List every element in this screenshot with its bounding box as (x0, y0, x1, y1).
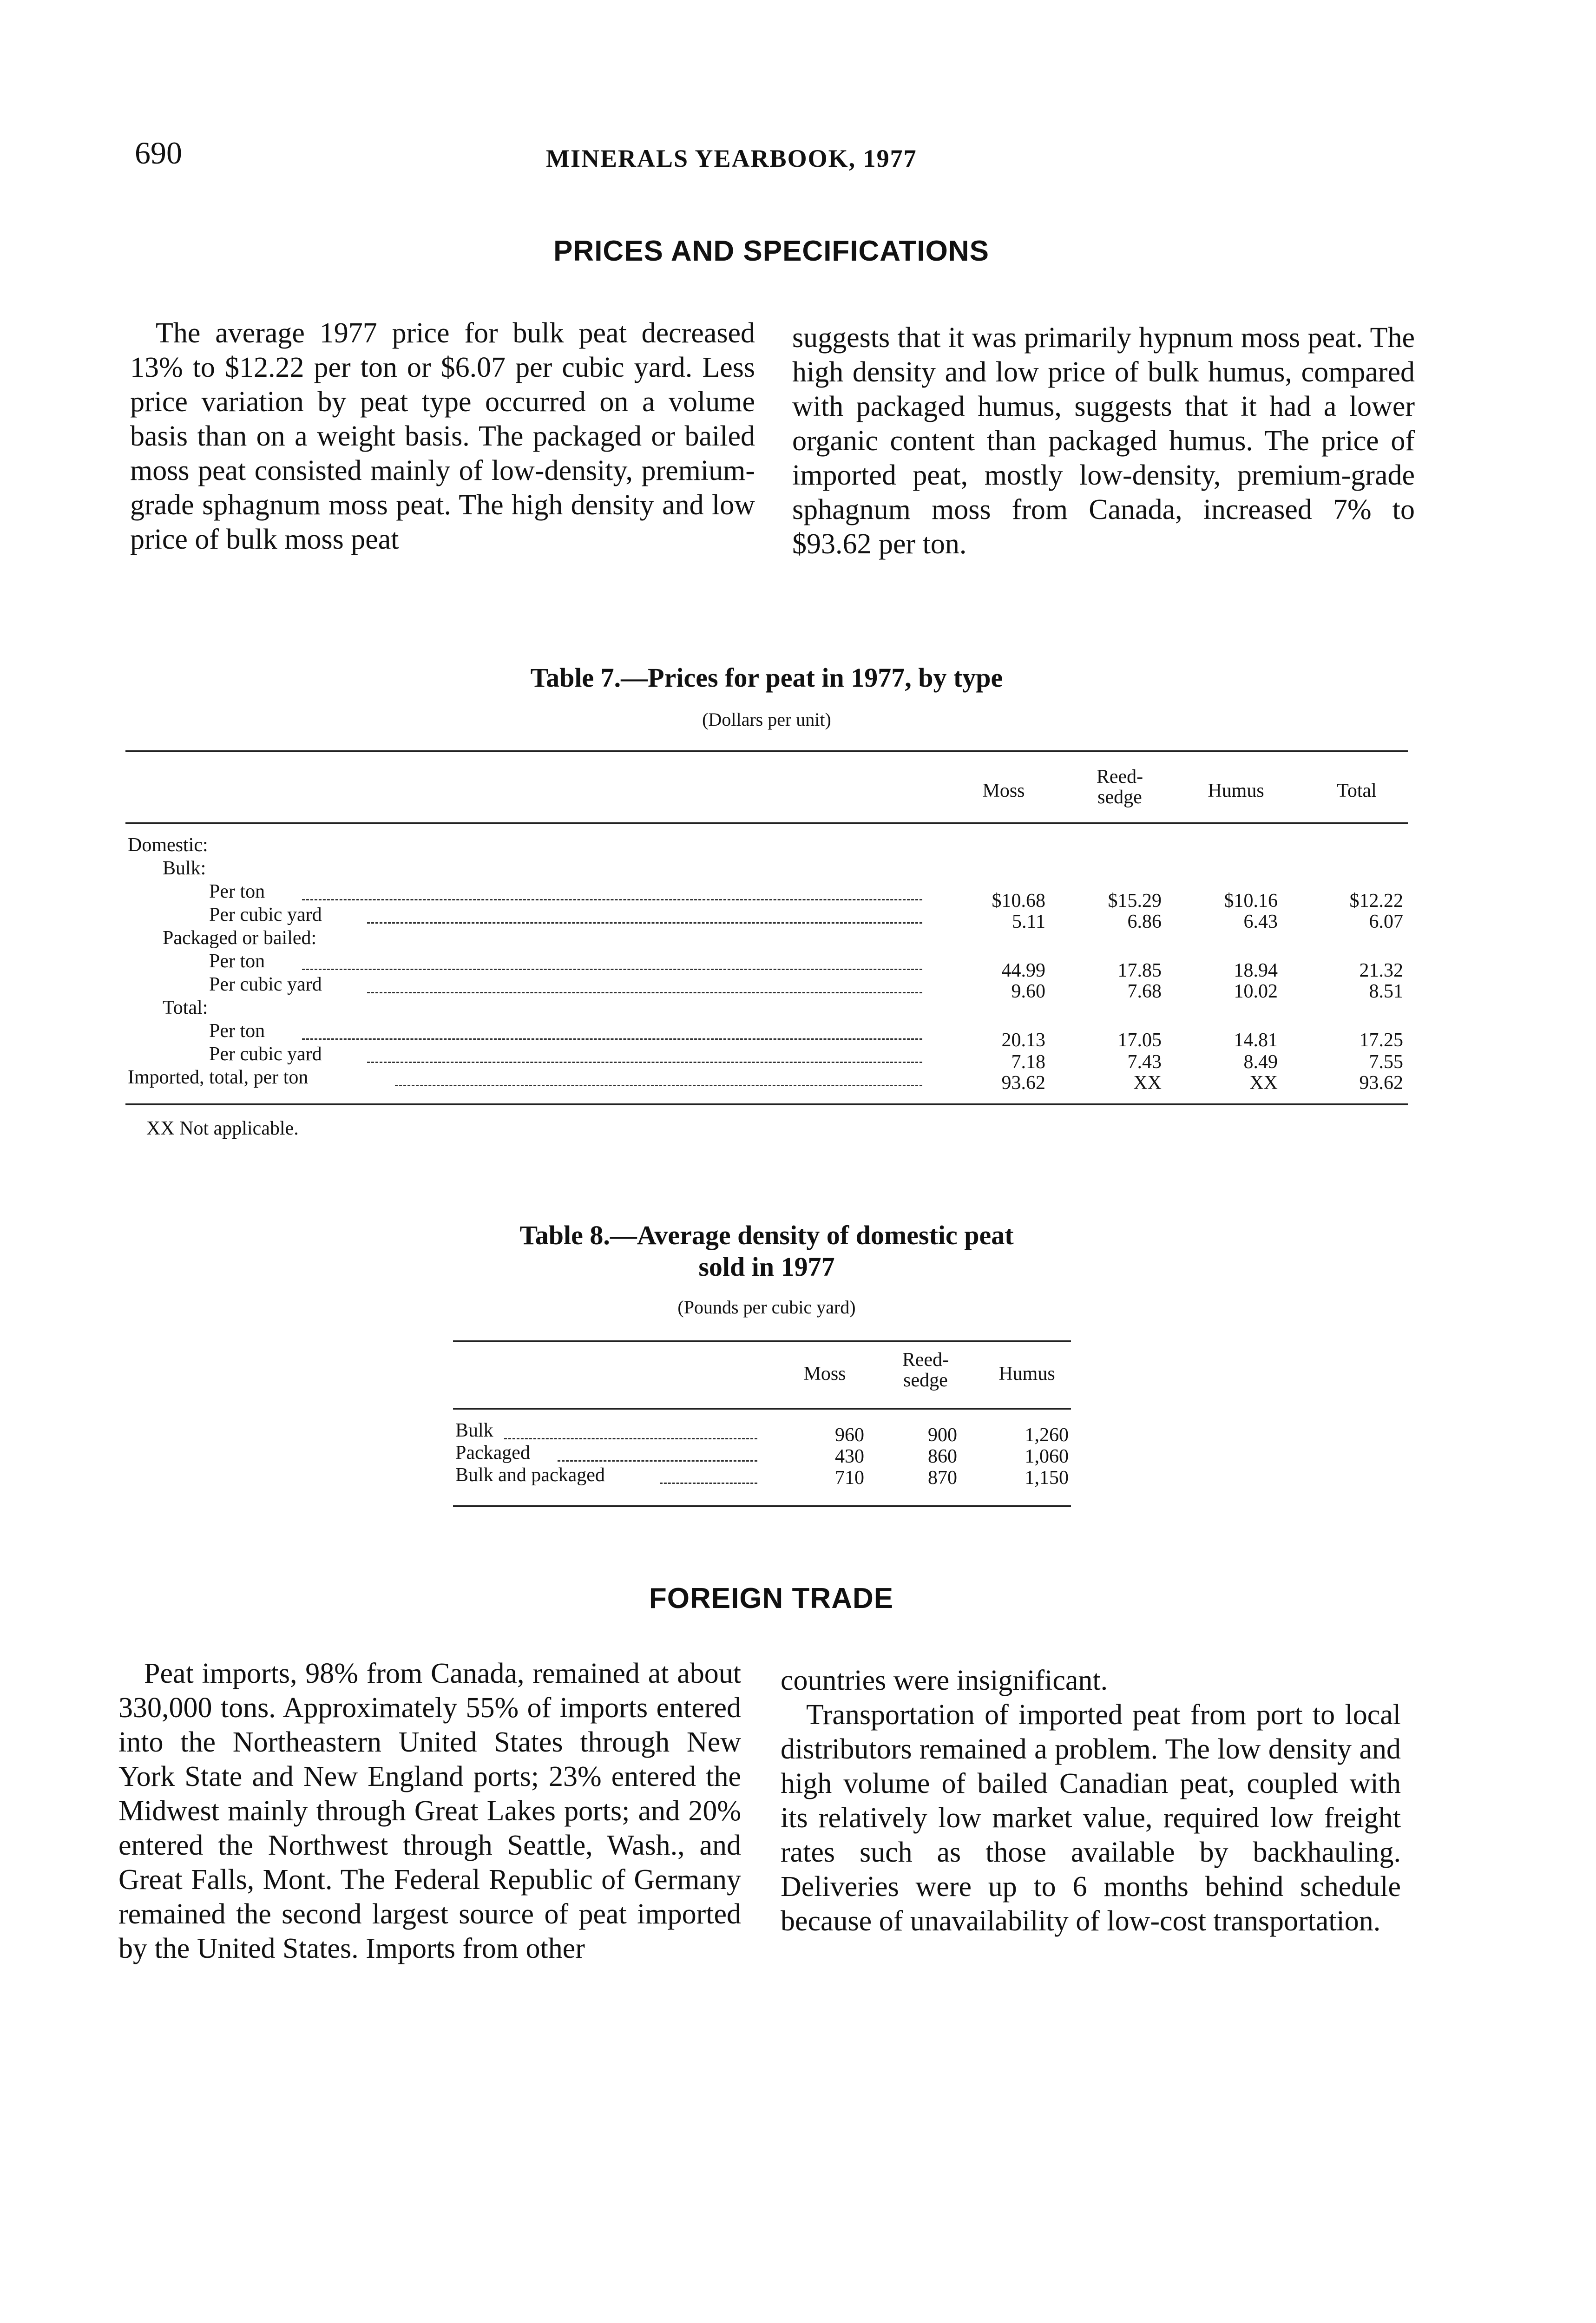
table8-cell: 870 (928, 1467, 957, 1489)
leader-dots (660, 1483, 757, 1484)
table7-cell: $12.22 (1349, 890, 1403, 912)
running-title: MINERALS YEARBOOK, 1977 (546, 144, 917, 172)
table7-cell: 8.51 (1369, 981, 1403, 1002)
table7-row-label: Per cubic yard (209, 1043, 322, 1065)
table7-group-domestic: Domestic: (128, 834, 208, 856)
page-number: 690 (135, 135, 182, 171)
table8-row-label: Packaged (455, 1442, 530, 1463)
table7-cell: XX (1249, 1072, 1278, 1094)
table7-cell: 7.43 (1127, 1051, 1162, 1073)
table7-cell: $10.16 (1224, 890, 1278, 912)
table7-cell: 5.11 (1012, 911, 1045, 932)
table7-header-rule (125, 822, 1408, 824)
table7-cell: 44.99 (1001, 960, 1045, 981)
leader-dots (302, 899, 922, 900)
prices-column-1 (130, 316, 755, 557)
leader-dots (367, 1062, 922, 1063)
table7-cell: 93.62 (1359, 1072, 1403, 1094)
table7-cell: 14.81 (1234, 1030, 1278, 1051)
table8-cell: 1,150 (1025, 1467, 1069, 1489)
table7-col-header-reed-sedge: Reed-sedge (1096, 766, 1143, 808)
leader-dots (395, 1085, 922, 1086)
table7-cell: 7.55 (1369, 1051, 1403, 1073)
table8-row-label: Bulk (455, 1420, 493, 1441)
table7-col-header-total: Total (1337, 780, 1377, 801)
table7-cell: 18.94 (1234, 960, 1278, 981)
table8-cell: 860 (928, 1446, 957, 1467)
section-heading-foreign-trade: FOREIGN TRADE (649, 1582, 894, 1614)
foreign-trade-paragraph-1: Peat imports, 98% from Canada, remained at about 330,000 tons. Approximately 55% of imports entered into the Northeastern United States through New York State and New England ports; 23% entered the Midwest mainly through Great Lakes ports; and 20% entered the Northwest through Seattle, Wash., and Great Falls, Mont. The Federal Republic of Germany remained the second largest source of peat imported by the United States. Imports from other (118, 1658, 741, 1964)
prices-paragraph-1: The average 1977 price for bulk peat decreased 13% to $12.22 per ton or $6.07 per cubic yard. Less price variation by peat type occurred on a volume basis than on a weight basis. The packaged or bailed moss peat consisted mainly of low-density, premium-grade sphagnum moss peat. The high density and low price of bulk moss peat (130, 317, 755, 555)
table8-top-rule (453, 1340, 1071, 1342)
table8-title-line-2: sold in 1977 (698, 1252, 835, 1282)
table7-cell: $15.29 (1108, 890, 1162, 912)
table7-col-header-humus: Humus (1208, 780, 1264, 801)
table7-cell: 7.18 (1011, 1051, 1045, 1073)
table7-unit: (Dollars per unit) (702, 709, 831, 730)
leader-dots (367, 922, 922, 924)
table8-cell: 1,260 (1025, 1424, 1069, 1446)
table8-col-header-moss: Moss (803, 1363, 846, 1385)
leader-dots (302, 969, 922, 970)
table7-cell: 20.13 (1001, 1030, 1045, 1051)
table7-footnote: XX Not applicable. (146, 1118, 299, 1139)
leader-dots (302, 1038, 922, 1040)
table7-col-header-moss: Moss (982, 780, 1025, 801)
table7-row-label: Imported, total, per ton (128, 1067, 309, 1088)
table8-title-line-1: Table 8.—Average density of domestic peat (519, 1220, 1014, 1250)
table7-cell: 93.62 (1001, 1072, 1045, 1094)
table7-bottom-rule (125, 1103, 1408, 1105)
table8-col-header-humus: Humus (998, 1363, 1055, 1385)
table7-cell: 17.85 (1117, 960, 1162, 981)
table7-row-label: Per ton (209, 881, 265, 902)
table8-cell: 710 (835, 1467, 864, 1489)
table8-bottom-rule (453, 1505, 1071, 1507)
table7-cell: 21.32 (1359, 960, 1403, 981)
table7-cell: 17.25 (1359, 1030, 1403, 1051)
table7-row-label: Per cubic yard (209, 904, 322, 925)
table7-cell: 17.05 (1117, 1030, 1162, 1051)
table8-cell: 900 (928, 1424, 957, 1446)
prices-paragraph-2: suggests that it was primarily hypnum moss peat. The high density and low price of bulk humus, compared with packaged humus, suggests that it had a lower organic content than packaged humus. The price of imported peat, mostly low-density, premium-grade sphagnum moss from Canada, increased 7% to $93.62 per ton. (792, 322, 1415, 560)
table7-cell: 6.43 (1243, 911, 1278, 932)
table7-cell: $10.68 (992, 890, 1045, 912)
table7-group-bulk: Bulk: (163, 858, 206, 879)
table8-unit: (Pounds per cubic yard) (677, 1297, 856, 1318)
section-heading-prices: PRICES AND SPECIFICATIONS (553, 235, 989, 267)
table8-cell: 430 (835, 1446, 864, 1467)
table8-header-rule (453, 1408, 1071, 1410)
table8-col-header-reed-sedge: Reed-sedge (902, 1349, 949, 1391)
table8-cell: 960 (835, 1424, 864, 1446)
table7-cell: 10.02 (1234, 981, 1278, 1002)
table7-cell: 7.68 (1127, 981, 1162, 1002)
table7-cell: 6.86 (1127, 911, 1162, 932)
leader-dots (504, 1438, 757, 1439)
table7-cell: XX (1133, 1072, 1162, 1094)
table7-cell: 8.49 (1243, 1051, 1278, 1073)
table8-cell: 1,060 (1025, 1446, 1069, 1467)
table7-cell: 6.07 (1369, 911, 1403, 932)
prices-column-2 (792, 321, 1415, 561)
table7-row-label: Per cubic yard (209, 974, 322, 995)
table8-row-label: Bulk and packaged (455, 1464, 605, 1486)
table7-row-label: Per ton (209, 951, 265, 972)
foreign-trade-column-1 (118, 1656, 741, 1966)
leader-dots (558, 1460, 757, 1462)
table7-row-label: Per ton (209, 1020, 265, 1042)
table7-title: Table 7.—Prices for peat in 1977, by type (530, 663, 1003, 693)
table7-group-packaged: Packaged or bailed: (163, 927, 317, 949)
leader-dots (367, 992, 922, 993)
foreign-trade-paragraph-3: Transportation of imported peat from port to local distributors remained a problem. The low density and high volume of bailed Canadian peat, coupled with its relatively low market value, required low freight rates such as those available by backhauling. Deliveries were up to 6 months behind schedule because of unavailability of low-cost transportation. (781, 1699, 1401, 1937)
foreign-trade-paragraph-2: countries were insignificant. (781, 1665, 1108, 1696)
table7-cell: 9.60 (1011, 981, 1045, 1002)
table7-top-rule (125, 750, 1408, 752)
table7-group-total: Total: (163, 997, 208, 1018)
foreign-trade-column-2 (781, 1663, 1401, 1938)
